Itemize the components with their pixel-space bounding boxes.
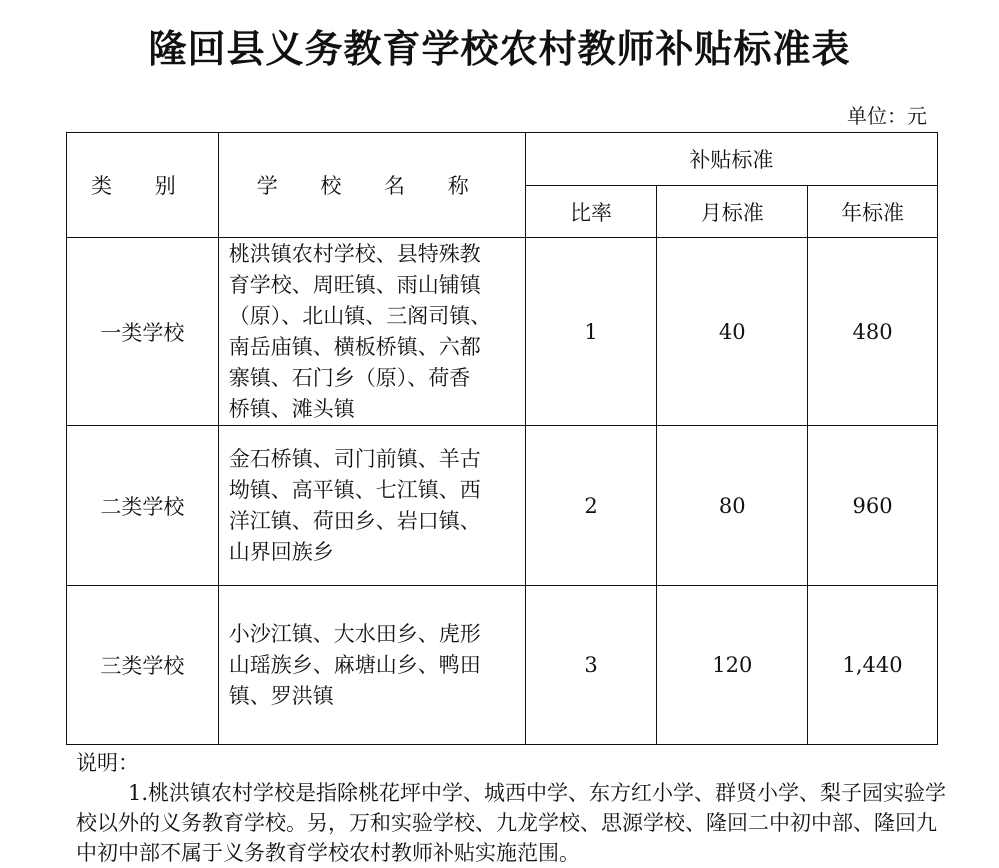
name-line: 镇、罗洪镇 xyxy=(228,683,334,708)
name-line: 洋江镇、荷田乡、岩口镇、 xyxy=(228,508,481,533)
name-line: 坳镇、高平镇、七江镇、西 xyxy=(228,477,481,502)
row-category: 一类学校 xyxy=(67,238,219,426)
document-title: 隆回县义务教育学校农村教师补贴标准表 xyxy=(148,26,851,71)
row-yearly: 480 xyxy=(808,238,938,426)
name-line: 金石桥镇、司门前镇、羊古 xyxy=(228,446,481,471)
notes-paragraph: 1.桃洪镇农村学校是指除桃花坪中学、城西中学、东方红小学、群贤小学、梨子园实验学校以外的义务教育学校。另，万和实验学校、九龙学校、思源学校、隆回二中初中部、隆回九中初中部不属于义务教育学校农村教师补贴实施范围。 xyxy=(76,781,947,865)
row-category: 二类学校 xyxy=(67,426,219,586)
table-row xyxy=(67,586,938,745)
row-category: 三类学校 xyxy=(67,586,219,745)
name-line: 桥镇、滩头镇 xyxy=(228,396,355,421)
name-line: 寨镇、石门乡（原）、荷香 xyxy=(228,365,471,390)
notes-heading: 说明： xyxy=(76,751,139,775)
row-yearly: 960 xyxy=(808,426,938,586)
row-monthly: 40 xyxy=(657,238,808,426)
header-monthly: 月标准 xyxy=(657,186,808,238)
header-yearly: 年标准 xyxy=(808,186,938,238)
unit-label: 单位：元 xyxy=(847,104,927,128)
row-school-names xyxy=(218,426,525,586)
row-monthly: 120 xyxy=(657,586,808,745)
header-ratio: 比率 xyxy=(525,186,657,238)
name-line: 小沙江镇、大水田乡、虎形 xyxy=(228,621,481,646)
row-monthly: 80 xyxy=(657,426,808,586)
row-school-names xyxy=(218,586,525,745)
header-school-name: 学 校 名 称 xyxy=(218,133,525,238)
header-category: 类 别 xyxy=(67,133,219,238)
row-ratio: 3 xyxy=(525,586,657,745)
subsidy-table xyxy=(66,132,938,745)
name-line: （原）、北山镇、三阁司镇、 xyxy=(228,303,492,328)
notes-section xyxy=(76,748,956,868)
row-ratio: 2 xyxy=(525,426,657,586)
name-line: 山瑶族乡、麻塘山乡、鸭田 xyxy=(228,652,481,677)
table-row xyxy=(67,238,938,426)
name-line: 山界回族乡 xyxy=(228,539,334,564)
name-line: 育学校、周旺镇、雨山铺镇 xyxy=(228,272,481,297)
row-ratio: 1 xyxy=(525,238,657,426)
name-line: 桃洪镇农村学校、县特殊教 xyxy=(228,241,481,266)
table-row xyxy=(67,426,938,586)
row-school-names xyxy=(218,238,525,426)
row-yearly: 1,440 xyxy=(808,586,938,745)
name-line: 南岳庙镇、横板桥镇、六都 xyxy=(228,334,481,359)
header-subsidy: 补贴标准 xyxy=(525,133,937,186)
